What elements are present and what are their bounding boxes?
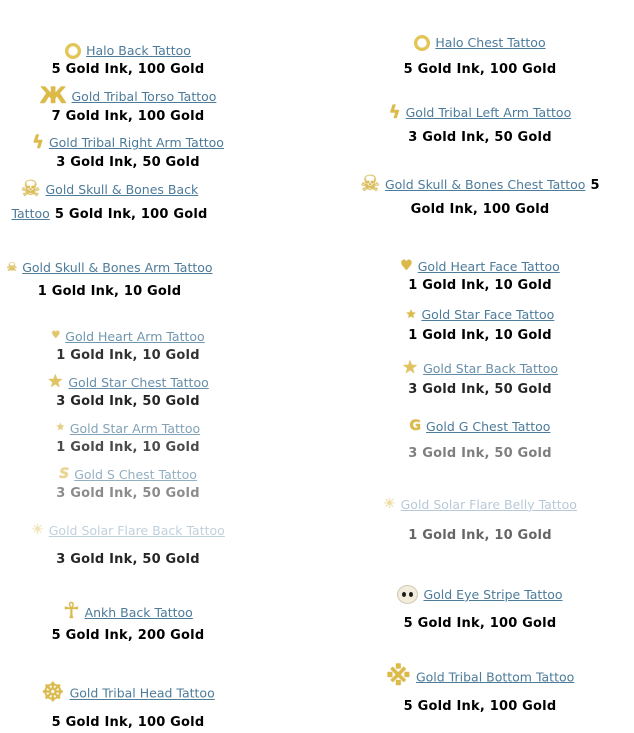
tattoo-link[interactable]: Gold Solar Flare Back Tattoo bbox=[48, 522, 225, 538]
tattoo-item bbox=[2, 177, 217, 224]
tattoo-item bbox=[344, 356, 616, 400]
tattoo-link[interactable]: Gold Skull & Bones Back Tattoo bbox=[11, 182, 199, 221]
right-column bbox=[344, 30, 616, 717]
tattoo-cost: 7 Gold Ink, 100 Gold bbox=[51, 108, 205, 124]
tattoo-item bbox=[2, 518, 254, 570]
tattoo-item bbox=[2, 680, 254, 733]
tattoo-item bbox=[2, 84, 254, 126]
gold-star-icon: ★ bbox=[55, 422, 65, 434]
tattoo-link[interactable]: Gold Star Face Tattoo bbox=[421, 306, 555, 322]
gold-star-icon: ★ bbox=[405, 307, 417, 322]
tattoo-item bbox=[360, 172, 600, 220]
tattoo-cost: 3 Gold Ink, 50 Gold bbox=[56, 552, 200, 568]
tattoo-cost: 3 Gold Ink, 50 Gold bbox=[56, 394, 200, 409]
halo-icon bbox=[414, 35, 430, 51]
ankh-icon: ☥ bbox=[63, 599, 80, 625]
tattoo-link[interactable]: Halo Back Tattoo bbox=[86, 43, 191, 58]
tattoo-link[interactable]: Gold G Chest Tattoo bbox=[426, 418, 551, 434]
gold-skull-bones-icon: ☠ bbox=[360, 171, 380, 197]
tattoo-link[interactable]: Gold Star Back Tattoo bbox=[423, 360, 559, 376]
tattoo-link[interactable]: Gold Tribal Right Arm Tattoo bbox=[48, 135, 224, 151]
gold-star-icon: ★ bbox=[47, 371, 64, 393]
tattoo-cost: 3 Gold Ink, 50 Gold bbox=[408, 382, 552, 397]
gold-s-icon: S bbox=[59, 466, 70, 483]
tattoo-cost: 5 Gold Ink, 100 Gold bbox=[403, 62, 557, 78]
gold-heart-icon: ♥ bbox=[51, 330, 61, 342]
tattoo-cost: 5 Gold Ink, 100 Gold bbox=[54, 206, 208, 222]
tattoo-cost: 1 Gold Ink, 10 Gold bbox=[37, 283, 182, 299]
tattoo-cost: 1 Gold Ink, 10 Gold bbox=[408, 277, 552, 293]
tattoo-link[interactable]: Gold Heart Arm Tattoo bbox=[65, 328, 205, 344]
tattoo-link[interactable]: Gold Skull & Bones Chest Tattoo bbox=[384, 177, 586, 193]
halo-icon bbox=[65, 43, 81, 59]
tattoo-link[interactable]: Ankh Back Tattoo bbox=[84, 604, 193, 620]
tattoo-cost: 5 Gold Ink, 100 Gold bbox=[51, 62, 205, 78]
tattoo-item bbox=[2, 370, 254, 412]
tattoo-item bbox=[2, 600, 254, 646]
tattoo-cost: 5 Gold Ink, 100 Gold bbox=[403, 698, 557, 714]
tattoo-item bbox=[344, 661, 616, 717]
tattoo-item bbox=[344, 254, 616, 296]
gold-tribal-arm-icon: ϟ bbox=[32, 131, 44, 153]
tattoo-link[interactable]: Gold Star Chest Tattoo bbox=[68, 374, 209, 390]
gold-tribal-head-icon: ☸ bbox=[41, 678, 65, 709]
tattoo-item bbox=[344, 30, 616, 80]
tattoo-cost: 3 Gold Ink, 50 Gold bbox=[56, 154, 200, 170]
gold-tribal-arm-icon: ϟ bbox=[388, 101, 401, 123]
gold-solar-flare-icon: ☀ bbox=[31, 522, 44, 539]
tattoo-item bbox=[344, 492, 616, 546]
gold-eye-stripe-icon bbox=[397, 585, 418, 604]
tattoo-item bbox=[2, 38, 254, 80]
left-column bbox=[2, 30, 254, 733]
gold-g-icon: G bbox=[409, 418, 422, 435]
tattoo-cost: 1 Gold Ink, 10 Gold bbox=[56, 440, 200, 456]
tattoo-link[interactable]: Halo Chest Tattoo bbox=[435, 35, 546, 50]
tattoo-cost: 1 Gold Ink, 10 Gold bbox=[408, 327, 552, 343]
tattoo-item bbox=[344, 414, 616, 464]
tattoo-item bbox=[344, 100, 616, 148]
tattoo-item bbox=[2, 416, 254, 458]
gold-solar-flare-icon: ☀ bbox=[383, 496, 396, 513]
tattoo-item bbox=[2, 462, 254, 504]
tattoo-item bbox=[2, 255, 217, 302]
tattoo-item bbox=[2, 130, 254, 172]
tattoo-item bbox=[344, 582, 616, 634]
tattoo-cost: 5 Gold Ink, 100 Gold bbox=[403, 616, 557, 632]
tattoo-cost: 5 Gold Ink, 100 Gold bbox=[51, 715, 205, 731]
tattoo-link[interactable]: Gold Solar Flare Belly Tattoo bbox=[400, 496, 577, 512]
tattoo-link[interactable]: Gold Star Arm Tattoo bbox=[69, 420, 201, 436]
tattoo-item bbox=[2, 324, 254, 366]
tattoo-cost: 1 Gold Ink, 10 Gold bbox=[56, 347, 200, 363]
gold-star-icon: ★ bbox=[401, 357, 419, 379]
tattoo-link[interactable]: Gold Tribal Torso Tattoo bbox=[71, 89, 217, 105]
tattoo-cost: 3 Gold Ink, 50 Gold bbox=[408, 446, 552, 462]
tattoo-cost: 5 Gold Ink, 100 Gold bbox=[410, 178, 600, 217]
tattoo-cost: 5 Gold Ink, 200 Gold bbox=[51, 628, 205, 644]
tattoo-cost: 1 Gold Ink, 10 Gold bbox=[408, 528, 552, 544]
tattoo-link[interactable]: Gold S Chest Tattoo bbox=[74, 466, 197, 482]
gold-tribal-torso-icon: Ж bbox=[39, 83, 67, 109]
tattoo-link[interactable]: Gold Tribal Bottom Tattoo bbox=[415, 669, 575, 685]
gold-skull-bones-icon: ☠ bbox=[20, 176, 41, 202]
tattoo-link[interactable]: Gold Skull & Bones Arm Tattoo bbox=[22, 259, 213, 275]
gold-skull-bones-icon: ☠ bbox=[6, 260, 18, 275]
gold-heart-icon: ♥ bbox=[400, 258, 413, 275]
tattoo-link[interactable]: Gold Tribal Left Arm Tattoo bbox=[405, 105, 572, 121]
tattoo-cost: 3 Gold Ink, 50 Gold bbox=[56, 486, 200, 502]
tattoo-link[interactable]: Gold Tribal Head Tattoo bbox=[69, 685, 215, 701]
tattoo-cost: 3 Gold Ink, 50 Gold bbox=[408, 130, 552, 146]
tattoo-link[interactable]: Gold Eye Stripe Tattoo bbox=[423, 586, 563, 602]
tattoo-item bbox=[344, 302, 616, 346]
gold-tribal-bottom-icon: ※ bbox=[385, 661, 411, 692]
tattoo-link[interactable]: Gold Heart Face Tattoo bbox=[417, 258, 560, 274]
